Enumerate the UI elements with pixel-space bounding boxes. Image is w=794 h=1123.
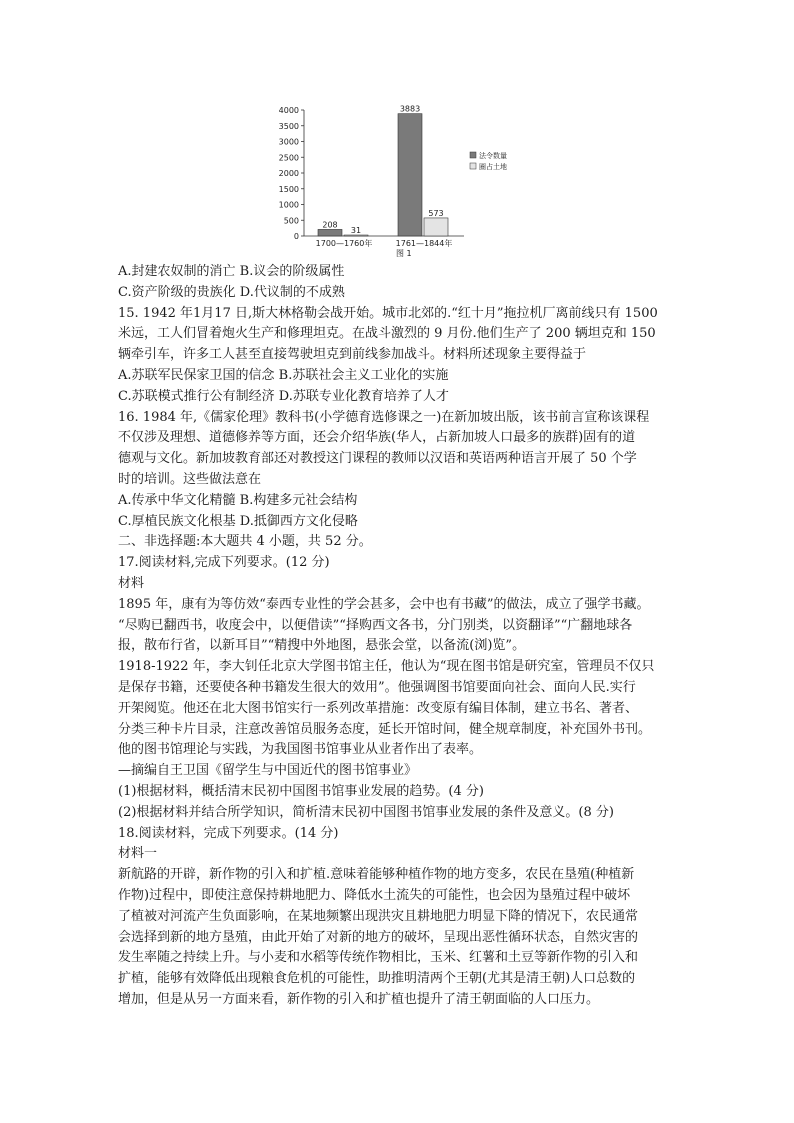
chart-svg (268, 100, 538, 260)
text-line: 是保存书籍，还要使各种书籍发生很大的效用”。他强调图书馆要面向社会、面向人民.实行 (118, 679, 636, 695)
text-line: 1918-1922 年，李大钊任北京大学图书馆主任，他认为“现在图书馆是研究室，管理员不仅只 (118, 659, 655, 675)
x-tick-label: 1700—1760年 (315, 239, 373, 248)
text-line: 18.阅读材料，完成下列要求。(14 分) (118, 825, 339, 841)
data-label: 3883 (399, 104, 421, 114)
legend-label: 法令数量 (479, 152, 507, 160)
text-line: —摘编自王卫国《留学生与中国近代的图书馆事业》 (118, 763, 418, 779)
y-tick-label: 0 (293, 232, 299, 241)
text-line: A.封建农奴制的消亡 B.议会的阶级属性 (118, 264, 345, 279)
text-line: 分类三种卡片目录，注意改善馆员服务态度，延长开馆时间，健全规章制度，补充国外书刊。 (118, 721, 652, 737)
text-line: 1895 年，康有为等仿效“泰西专业性的学会甚多，会中也有书藏”的做法，成立了强学书藏。 (118, 596, 650, 612)
y-tick-label: 1000 (278, 200, 299, 210)
data-label: 573 (428, 208, 444, 218)
x-tick-label: 1761—1844年 (395, 239, 453, 248)
text-line: “尽购已翻西书，收度会中，以便借读”“择购西文各书，分门别类，以资翻译”“广翻地球各 (118, 617, 633, 633)
legend-swatch (470, 163, 476, 169)
y-tick-label: 4000 (278, 106, 299, 115)
text-line: 二、非选择题:本大题共 4 小题，共 52 分。 (118, 534, 372, 550)
bar (424, 218, 448, 236)
y-tick-label: 3500 (278, 121, 299, 131)
text-line: A.传承中华文化精髓 B.构建多元社会结构 (118, 492, 358, 508)
text-line: 增加，但是从另一方面来看，新作物的引入和扩植也提升了清王朝面临的人口压力。 (118, 991, 600, 1007)
y-tick-label: 2000 (278, 169, 299, 178)
text-line: 开架阅览。他还在北大图书馆实行一系列改革措施：改变原有编目体制，建立书名、著者、 (118, 700, 639, 716)
bar-chart (268, 100, 538, 260)
text-line: (1)根据材料，概括清末民初中国图书馆事业发展的趋势。(4 分) (118, 783, 484, 799)
text-line: 15. 1942 年1月17 日,斯大林格勒会战开始。城市北郊的.“红十月”拖拉机厂离前线只有 1500 (118, 305, 658, 321)
text-line: 时的培训。这些做法意在 (118, 471, 262, 487)
text-line: 德观与文化。新加坡教育部还对教授这门课程的教师以汉语和英语两种语言开展了 50 个学 (118, 451, 637, 467)
text-line: 米远，工人们冒着炮火生产和修理坦克。在战斗激烈的 9 月份.他们生产了 200 辆坦克和 150 (118, 326, 656, 342)
text-line: 了植被对河流产生负面影响，在某地频繁出现洪灾且耕地肥力明显下降的情况下，农民通常 (118, 908, 639, 924)
text-line: C.厚植民族文化根基 D.抵御西方文化侵略 (118, 513, 358, 529)
text-line: 会选择到新的地方垦殖，由此开始了对新的地方的破坏，呈现出恶性循环状态，自然灾害的 (118, 929, 639, 945)
text-line: 材料一 (118, 846, 158, 862)
data-label: 208 (322, 220, 338, 230)
bar (344, 235, 368, 236)
text-line: (2)根据材料并结合所学知识，简析清末民初中国图书馆事业发展的条件及意义。(8 分) (118, 804, 614, 820)
text-line: 材料 (118, 575, 145, 591)
text-line: 作物)过程中，即使注意保持耕地肥力、降低水土流失的可能性，也会因为垦殖过程中破坏 (118, 887, 631, 903)
text-line: 辆牵引车，许多工人甚至直接驾驶坦克到前线参加战斗。材料所述现象主要得益于 (118, 347, 587, 363)
y-tick-label: 2500 (278, 153, 299, 163)
legend-swatch (470, 152, 476, 158)
text-line: 17.阅读材料,完成下列要求。(12 分) (118, 555, 330, 571)
text-line: 报，散布行省，以新耳目”“精搜中外地图，悬张会堂，以备流(浏)览”。 (118, 638, 526, 654)
text-line: 发生率随之持续上升。与小麦和水稻等传统作物相比，玉米、红薯和土豆等新作物的引入和 (118, 950, 639, 966)
y-tick-label: 3000 (278, 137, 299, 147)
text-line: 新航路的开辟，新作物的引入和扩植.意味着能够种植作物的地方变多，农民在垦殖(种植新 (118, 867, 635, 883)
text-line: A.苏联军民保家卫国的信念 B.苏联社会主义工业化的实施 (118, 367, 449, 383)
question-text (118, 262, 718, 1011)
bar (318, 229, 342, 236)
text-line: 扩植，能够有效降低出现粮食危机的可能性，助推明清两个王朝(尤其是清王朝)人口总数的 (118, 971, 636, 987)
text-line: 不仅涉及理想、道德修养等方面，还会介绍华族(华人，占新加坡人口最多的族群)固有的道 (118, 430, 636, 446)
data-label: 31 (350, 226, 362, 236)
figure-caption: 图 1 (396, 249, 412, 258)
text-line: 他的图书馆理论与实践，为我国图书馆事业从业者作出了表率。 (118, 742, 483, 758)
legend-label: 圈占土地 (479, 163, 507, 171)
bar (398, 114, 422, 236)
text-line: C.苏联模式推行公有制经济 D.苏联专业化教育培养了人才 (118, 388, 449, 404)
text-line: C.资产阶级的贵族化 D.代议制的不成熟 (118, 284, 345, 300)
y-tick-label: 1500 (278, 184, 299, 194)
text-line: 16. 1984 年,《儒家伦理》教科书(小学德育选修课之一)在新加坡出版，该书前言宣称该课程 (118, 409, 650, 425)
y-tick-label: 500 (283, 216, 299, 226)
